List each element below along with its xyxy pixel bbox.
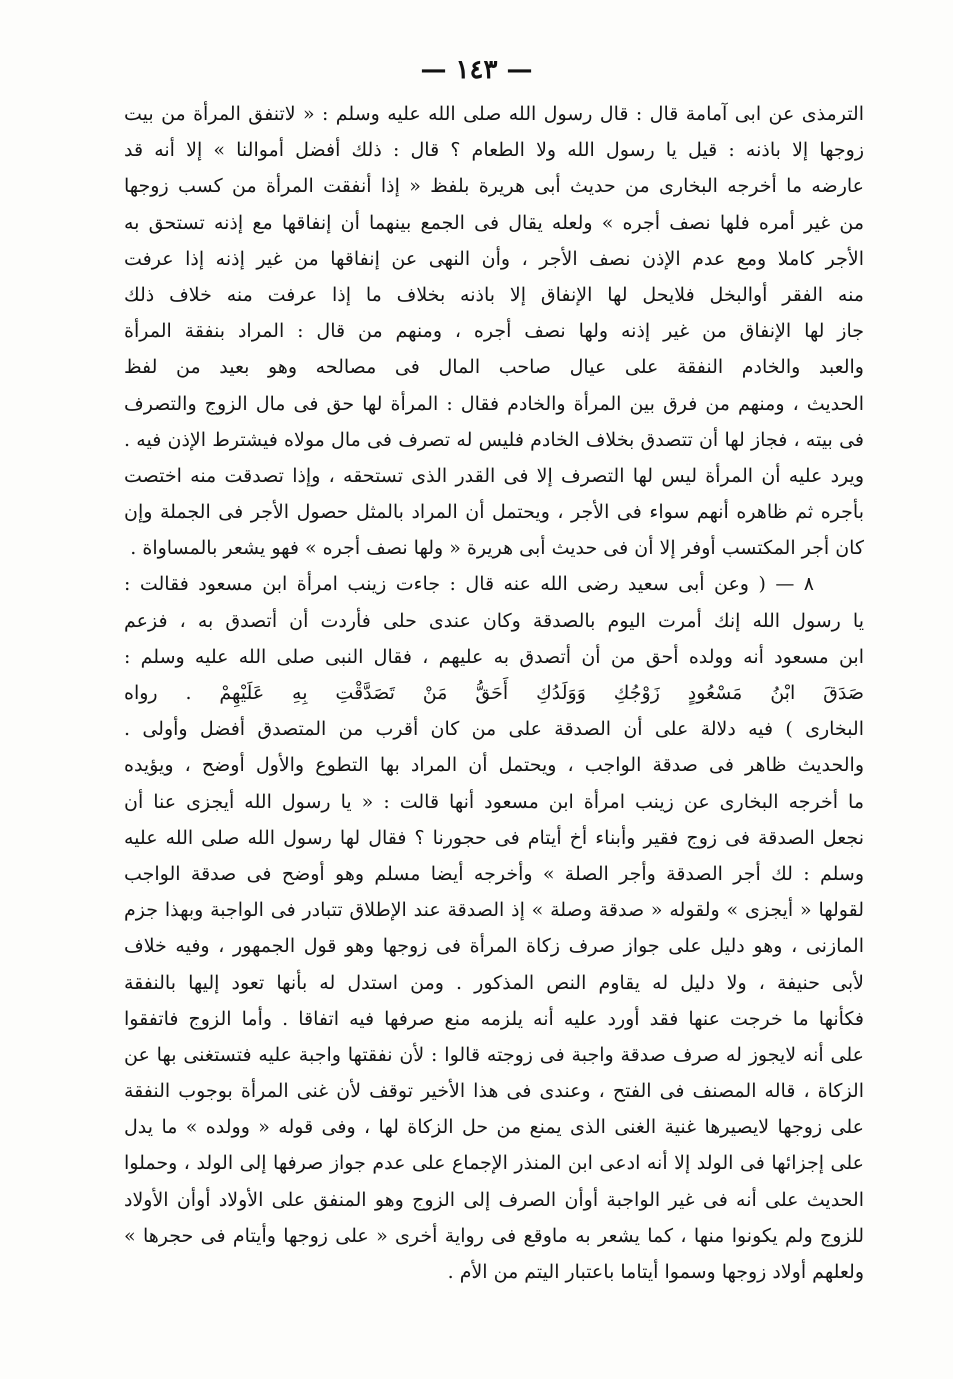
text-line: للزوج ولم يكونوا منها ، كما يشعر به ماوقع فى رواية أخرى « على زوجها وأيتام فى حجرها » <box>124 1224 864 1247</box>
text-line: منه الفقر أوالبخل فلايحل لها الإنفاق إلا باذنه بخلاف ما إذا عرفت منه خلاف ذلك <box>124 283 864 306</box>
text-line: على زوجها لايصيرها غنية الغنى الذى يمنع من حل الزكاة لها ، وفى قوله « وولده » ما يدل <box>124 1116 864 1139</box>
text-line: والحديث ظاهر فى صدقة الواجب ، ويحتمل أن المراد بها التطوع والأول أوضح ، ويؤيده <box>124 754 864 777</box>
text-line: وسلم : لك أجر الصدقة وأجر الصلة » وأخرجه أيضا مسلم وهو أوضح فى صدقة الواجب <box>124 862 864 885</box>
hadith-heading-line: ٨ — ( وعن أبى سعيد رضى الله عنه قال : جاءت زينب امرأة ابن مسعود فقالت : <box>124 573 814 596</box>
page-number: — ١٤٣ — <box>420 55 533 85</box>
text-line: كان أجر المكتسب أوفر إلا أن فى حديث أبى هريرة « ولها نصف أجره » فهو يشعر بالمساواة . <box>130 537 864 560</box>
text-line: فكأنها ما خرجت عنها فقد أورد عليه أنه يلزمه منع صرفها فيه اتفاقا . وأما الزوج فاتفقوا <box>124 1007 864 1030</box>
text-line: زوجها إلا باذنه : قيل يا رسول الله ولا الطعام ؟ قال : ذلك أفضل أموالنا » إلا أنه قد <box>124 139 864 162</box>
text-line: من غير أمره فلها نصف أجره » ولعله يقال فى الجمع بينهما أن إنفاقها مع إذنه تستحق به <box>124 211 864 234</box>
text-line: لأبى حنيفة ، ولا دليل له يقاوم النص المذكور . ومن استدل له بأنها تعود إليها بالنفقة <box>124 971 864 994</box>
text-line: لقولها « أيجزى » ولقوله « صدقة وصلة » إذ الصدقة عند الإطلاق تتبادر فى الواجبة وبهذا جزم <box>124 899 864 922</box>
text-line: الحديث على أنه فى غير الواجبة أوأن الصرف إلى الزوج وهو المنفق على الأولاد أوأن الأولاد <box>124 1188 864 1211</box>
text-line: يا رسول الله إنك أمرت اليوم بالصدقة وكان عندى حلى فأردت أن أتصدق به ، فزعم <box>124 609 864 632</box>
text-line: ويرد عليه أن المرأة ليس لها التصرف إلا فى القدر الذى تستحقه ، وإذا تصدقت منه اختصت <box>124 464 864 487</box>
body-text <box>124 96 864 1290</box>
text-line: نجعل الصدقة فى زوج فقير وأبناء أخ أيتام فى حجورنا ؟ فقال لها رسول الله صلى الله عليه <box>124 826 864 849</box>
text-line: المازنى ، وهو دليل على جواز صرف زكاة المرأة فى زوجها وهو قول الجمهور ، وفيه خلاف <box>124 935 864 958</box>
text-line: ابن مسعود أنه وولده أحق من أن أتصدق به عليهم ، فقال النبى صلى الله عليه وسلم : <box>124 645 864 668</box>
text-line: الأجر كاملا ومع عدم الإذن نصف الأجر ، وأن النهى عن إنفاقها من غير إذنه إذا عرفت <box>124 247 864 270</box>
text-line: ولعلهم أولاد زوجها وسموا أيتاما باعتبار اليتم من الأم . <box>447 1261 864 1283</box>
text-line: بأجره ثم ظاهره أنهم سواء فى الأجر ، ويحتمل أن المراد بالمثل حصول الأجر فى الجملة وإن <box>124 501 864 524</box>
text-line: جاز لها الإنفاق من غير إذنه ولها نصف أجره ، ومنهم من قال : المراد بنفقة المرأة <box>124 320 864 343</box>
text-line: على أنه لايجوز له صرف صدقة واجبة فى زوجته قالوا : لأن نفقتها واجبة عليه فتستغنى بها عن <box>124 1043 864 1066</box>
hadith-quote-line: صَدَقَ ابْنُ مَسْعُودٍ زَوْجُكِ وَوَلَدُكِ أَحَقُّ مَنْ تَصَدَّقْتِ بِهِ عَلَيْهِمْ . رواه <box>124 682 864 704</box>
text-line: فى بيته ، فجاز لها أن تتصدق بخلاف الخادم فليس له تصرف فى مال مولاه فيشترط الإذن فيه . <box>124 428 864 451</box>
text-line: الحديث ، ومنهم من فرق بين المرأة والخادم فقال : المرأة لها حق فى مال الزوج والتصرف <box>124 392 864 415</box>
text-line: عارضه ما أخرجه البخارى من حديث أبى هريرة بلفظ « إذا أنفقت المرأة من كسب زوجها <box>124 175 864 198</box>
text-line: على إجزائها فى الولد إلا أنه ادعى ابن المنذر الإجماع على عدم جواز صرفها إلى الولد ، وحملوا <box>124 1152 864 1175</box>
text-line: ما أخرجه البخارى عن زينب امرأة ابن مسعود أنها قالت : « يا رسول الله أيجزى عنا أن <box>124 790 864 813</box>
text-line: والعبد والخادم النفقة على عيال صاحب المال فى مصالحه وهو بعيد من لفظ <box>124 356 864 379</box>
text-line: البخارى ) فيه دلالة على أن الصدقة على من كان أقرب من المتصدق أفضل وأولى . <box>124 718 864 741</box>
text-line: الزكاة ، قاله المصنف فى الفتح ، وعندى فى هذا الأخير توقف لأن غنى المرأة بوجوب النفقة <box>124 1080 864 1103</box>
text-line: الترمذى عن ابى آمامة قال : قال رسول الله صلى الله عليه وسلم : « لاتنفق المرأة من بيت <box>124 103 864 125</box>
